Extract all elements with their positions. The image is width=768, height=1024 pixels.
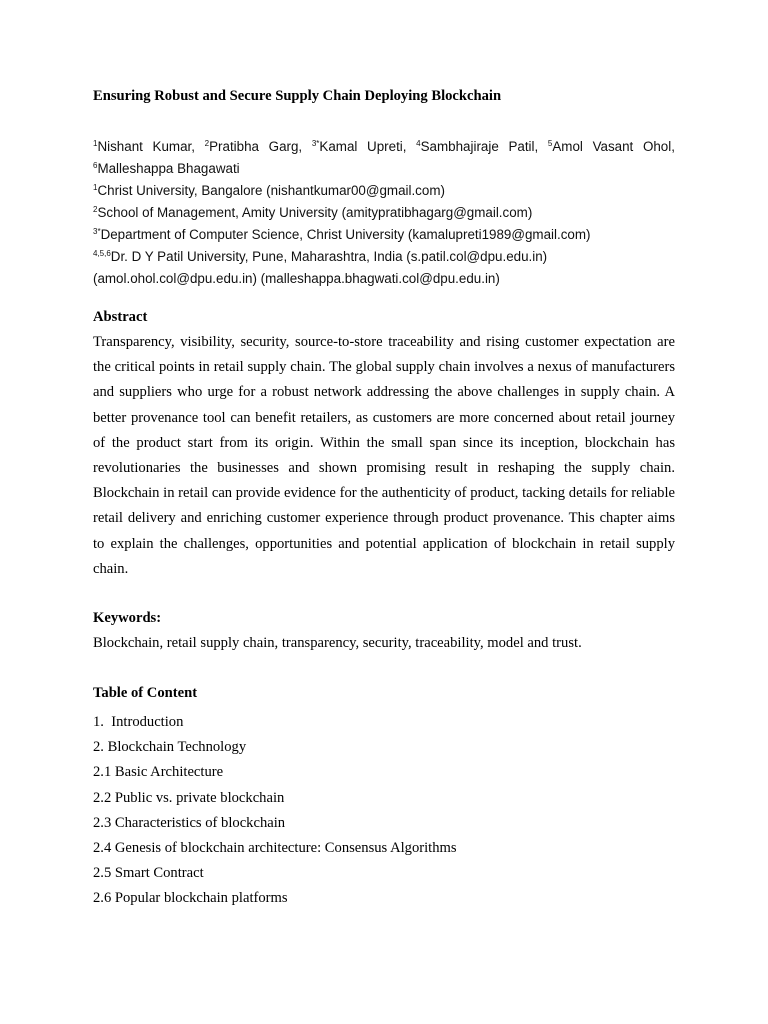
toc-heading: Table of Content — [93, 685, 198, 701]
toc-item: 2.3 Characteristics of blockchain — [93, 814, 286, 831]
author: $^{3*}$Kamal Upreti, — [311, 139, 407, 154]
affiliation: $^2$School of Management, Amity University (amitypratibhagarg@gmail.com) — [93, 205, 533, 220]
keywords-body: Blockchain, retail supply chain, transparency, security, traceability, model and trust. — [93, 635, 582, 651]
affiliation: $^{4,5,6}$Dr. D Y Patil University, Pune, Maharashtra, India (s.patil.col@dpu.edu.in) — [93, 249, 548, 264]
author: $^6$Malleshappa Bhagawati — [93, 161, 240, 176]
author-list-line-2 — [93, 158, 675, 180]
toc-item: 1. Introduction — [93, 714, 184, 730]
author-block — [93, 136, 675, 290]
keywords-heading: Keywords: — [93, 610, 162, 626]
affiliation: $^{3*}$Department of Computer Science, Christ University (kamalupreti1989@gmail.com) — [93, 227, 591, 242]
toc-item: 2.5 Smart Contract — [93, 865, 204, 882]
author: $^5$Amol Vasant Ohol, — [547, 139, 675, 154]
toc-list — [93, 710, 457, 912]
toc-item: 2.1 Basic Architecture — [93, 764, 224, 781]
author-list-line-1 — [93, 136, 675, 158]
toc-item: 2.2 Public vs. private blockchain — [93, 789, 285, 806]
toc-item: 2. Blockchain Technology — [93, 739, 247, 756]
affiliation: $^1$Christ University, Bangalore (nishantkumar00@gmail.com) — [93, 183, 445, 198]
author: $^2$Pratibha Garg, — [204, 139, 303, 154]
author: $^1$Nishant Kumar, — [93, 139, 195, 154]
toc-item: 2.4 Genesis of blockchain architecture: Consensus Algorithms — [93, 840, 457, 857]
abstract-heading: Abstract — [93, 309, 148, 325]
paper-title: Ensuring Robust and Secure Supply Chain Deploying Blockchain — [93, 88, 502, 104]
toc-item: 2.6 Popular blockchain platforms — [93, 890, 288, 907]
abstract-body: Transparency, visibility, security, source-to-store traceability and rising customer expectation are the critical points in retail supply chain. The global supply chain involves a nexus of manufacturers and suppliers who urge for a robust network addressing the above challenges in supply chain. A better provenance tool can benefit retailers, as customers are more concerned about retail journey of the product start from its origin. Within the small span since its inception, blockchain has revolutionaries the businesses and shown promising result in reshaping the supply chain. Blockchain in retail can provide evidence for the authenticity of product, tacking details for reliable retail delivery and enriching customer experience through product provenance. This chapter aims to explain the challenges, opportunities and potential application of blockchain in retail supply chain. — [93, 334, 675, 577]
author: $^4$Sambhajiraje Patil, — [416, 139, 539, 154]
affiliation-emails: (amol.ohol.col@dpu.edu.in) (malleshappa.bhagwati.col@dpu.edu.in) — [93, 271, 500, 286]
